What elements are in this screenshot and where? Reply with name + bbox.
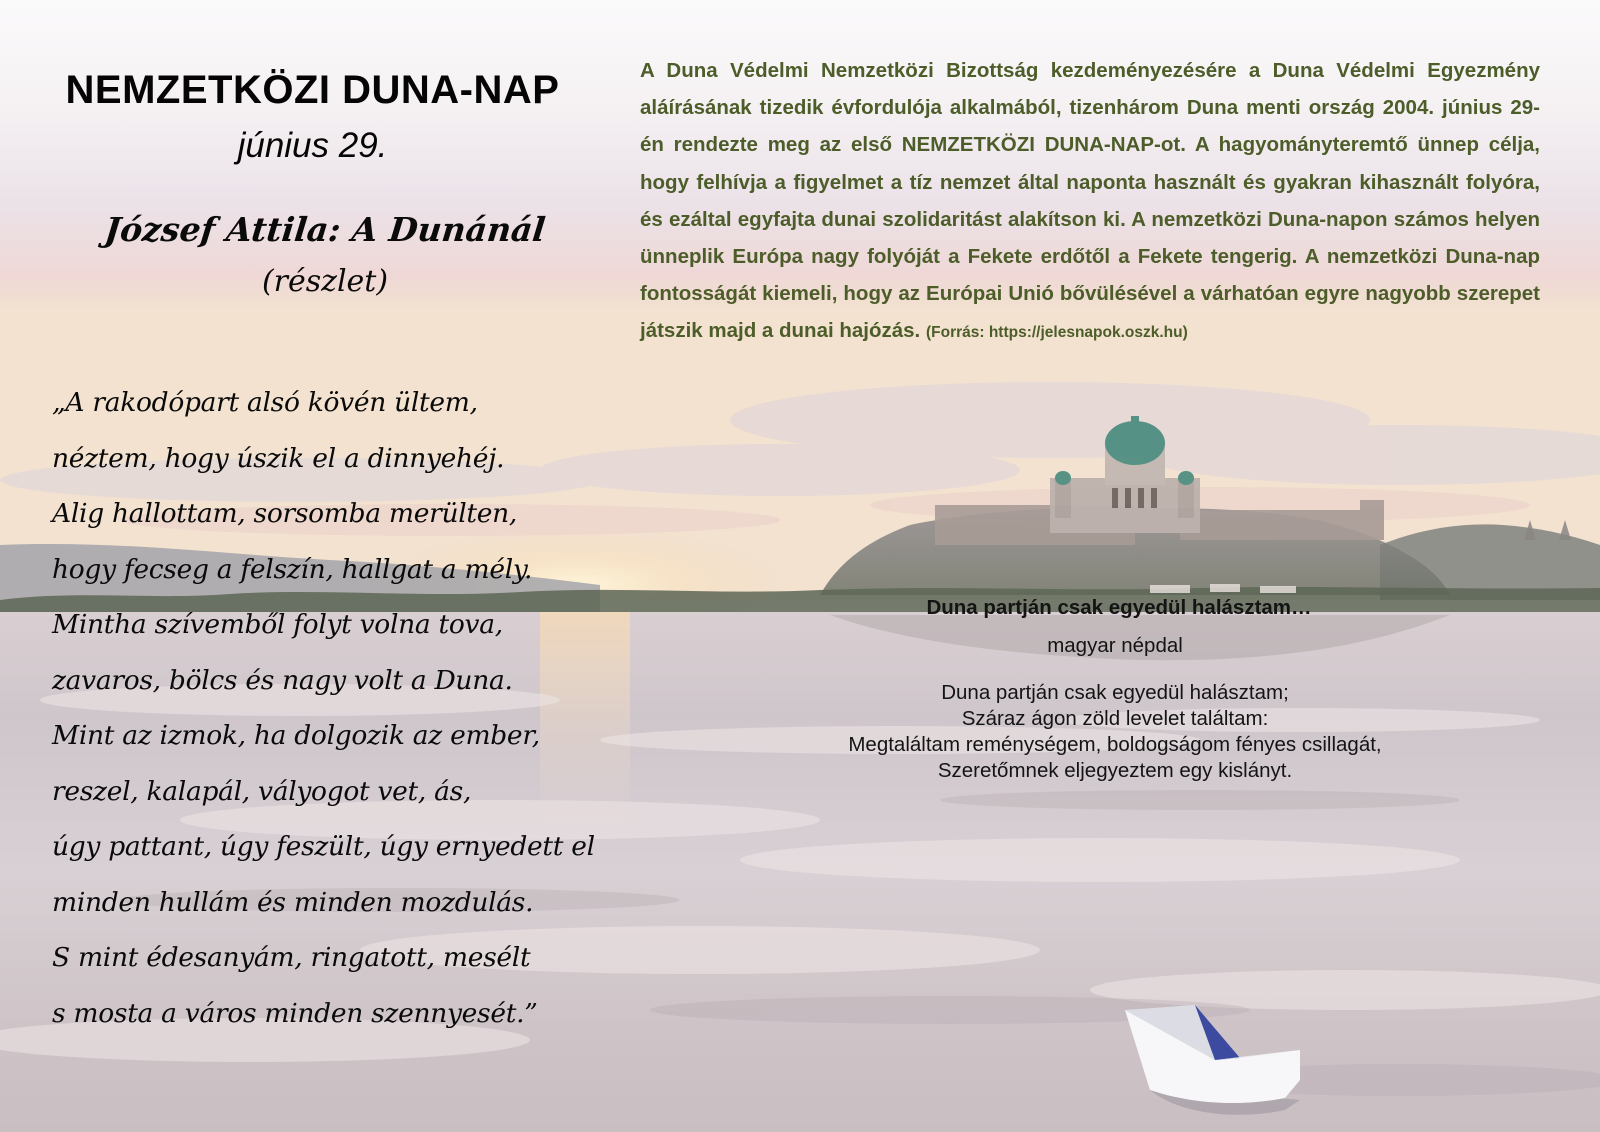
poem-line: úgy pattant, úgy feszült, úgy ernyedett el <box>52 831 595 862</box>
poem-line: reszel, kalapál, vályogot vet, ás, <box>52 775 472 807</box>
info-text: A Duna Védelmi Nemzetközi Bizottság kezdeményezésére a Duna Védelmi Egyezmény aláírásának tizedik évfordulója alkalmából, tizenhárom Duna menti ország 2004. június 29-én rendezte meg az első NEMZETKÖZI DUNA-NAP-ot. A hagyományteremtő ünnep célja, hogy felhívja a figyelmet a tíz nemzet által naponta használt és gyakran kihasznált folyóra, és ezáltal egyfajta dunai szolidaritást alakítson ki. A nemzetközi Duna-napon számos helyen ünneplik Európa nagy folyóját a Fekete erdőtől a Fekete tengerig. A nemzetközi Duna-nap fontosságát kiemeli, hogy az Európai Unió bővülésével a várhatóan egyre nagyobb szerepet játszik majd a dunai hajózás. <box>640 59 1540 343</box>
poem-line: zavaros, bölcs és nagy volt a Duna. <box>52 664 513 696</box>
poem-excerpt-note: (részlet) <box>261 264 389 299</box>
poem-line: „A rakodópart alsó kövén ültem, <box>52 387 478 418</box>
song-subtitle: magyar népdal <box>1047 634 1183 657</box>
folk-song-block <box>770 596 1460 805</box>
song-lyrics <box>770 680 1460 784</box>
song-line: Duna partján csak egyedül halásztam; <box>941 681 1289 704</box>
poem-line: minden hullám és minden mozdulás. <box>52 886 534 918</box>
poem-line: Mint az izmok, ha dolgozik az ember, <box>52 720 540 751</box>
poem-author-title: József Attila: A Dunánál <box>102 210 548 249</box>
poem-text <box>52 375 652 1041</box>
poem-line: néztem, hogy úszik el a dinnyehéj. <box>52 442 505 474</box>
info-paragraph <box>640 52 1540 352</box>
page-title: NEMZETKÖZI DUNA-NAP <box>65 68 560 112</box>
song-line: Megtaláltam reménységem, boldogságom fényes csillagát, <box>848 733 1382 756</box>
event-date: június 29. <box>237 126 388 165</box>
poem-line: S mint édesanyám, ringatott, mesélt <box>52 942 531 973</box>
poem-line: hogy fecseg a felszín, hallgat a mély. <box>52 553 533 585</box>
poem-line: Alig hallottam, sorsomba merülten, <box>52 498 518 529</box>
song-title: Duna partján csak egyedül halásztam… <box>926 596 1312 619</box>
source-citation: (Forrás: https://jelesnapok.oszk.hu) <box>925 324 1188 342</box>
poem-line: s mosta a város minden szennyesét.” <box>52 997 538 1029</box>
song-line: Száraz ágon zöld levelet találtam: <box>961 707 1269 730</box>
poem-line: Mintha szívemből folyt volna tova, <box>52 609 503 640</box>
song-line: Szeretőmnek eljegyeztem egy kislányt. <box>937 759 1293 782</box>
